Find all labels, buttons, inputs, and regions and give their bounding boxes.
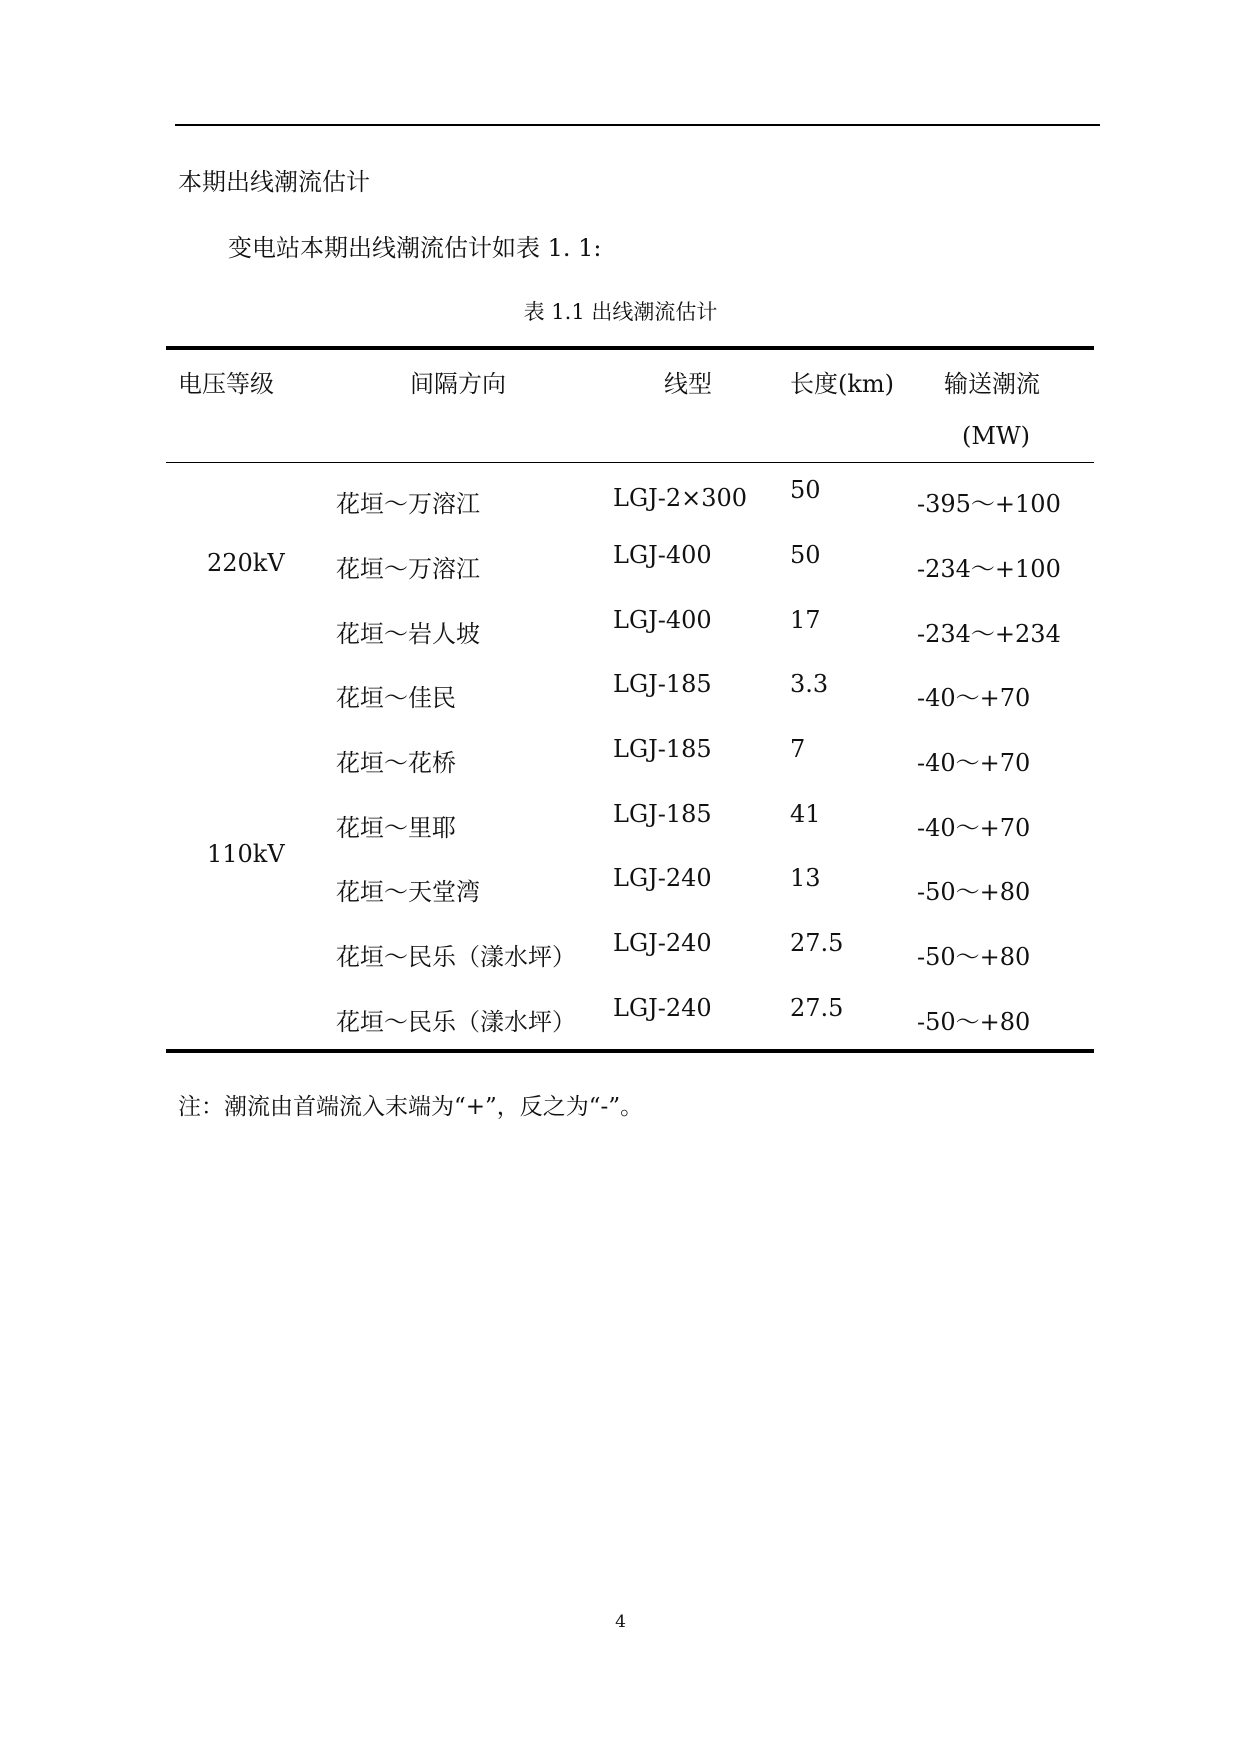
- table-row-6-line-type: LGJ-185: [613, 800, 712, 828]
- table-row-1-flow: -395～+100: [917, 490, 1061, 518]
- table-row-2-flow: -234～+100: [917, 555, 1061, 583]
- voltage-group-220kv: 220kV: [207, 549, 285, 577]
- intro-paragraph: 变电站本期出线潮流估计如表 1. 1:: [228, 234, 602, 262]
- table-row-6-direction: 花垣～里耶: [336, 814, 456, 842]
- table-row-8-flow: -50～+80: [917, 943, 1031, 971]
- header-flow: 输送潮流: [944, 370, 1040, 398]
- table-row-3-line-type: LGJ-400: [613, 606, 712, 634]
- table-note: 注：潮流由首端流入末端为“+”，反之为“-”。: [178, 1094, 644, 1120]
- table-row-5-direction: 花垣～花桥: [336, 749, 456, 777]
- table-row-2-direction: 花垣～万溶江: [336, 555, 480, 583]
- table-row-4-flow: -40～+70: [917, 684, 1031, 712]
- header-voltage: 电压等级: [178, 370, 274, 398]
- table-row-7-flow: -50～+80: [917, 878, 1031, 906]
- table-row-3-flow: -234～+234: [917, 620, 1061, 648]
- table-row-2-length: 50: [790, 541, 821, 569]
- table-row-1-length: 50: [790, 476, 821, 504]
- header-flow-unit: (MW): [962, 422, 1030, 450]
- table-row-4-length: 3.3: [790, 670, 829, 698]
- voltage-group-110kv: 110kV: [207, 840, 285, 868]
- table-bottom-rule: [166, 1049, 1094, 1053]
- table-row-1-direction: 花垣～万溶江: [336, 490, 480, 518]
- table-row-5-line-type: LGJ-185: [613, 735, 712, 763]
- header-direction: 间隔方向: [410, 370, 506, 398]
- table-row-6-flow: -40～+70: [917, 814, 1031, 842]
- table-row-5-flow: -40～+70: [917, 749, 1031, 777]
- table-row-9-length: 27.5: [790, 994, 844, 1022]
- table-row-7-length: 13: [790, 864, 821, 892]
- table-top-rule: [166, 346, 1094, 350]
- header-length: 长度(km): [790, 370, 895, 398]
- table-row-6-length: 41: [790, 800, 821, 828]
- table-row-8-length: 27.5: [790, 929, 844, 957]
- table-row-2-line-type: LGJ-400: [613, 541, 712, 569]
- table-row-3-length: 17: [790, 606, 821, 634]
- section-heading: 本期出线潮流估计: [178, 168, 370, 196]
- table-row-3-direction: 花垣～岩人坡: [336, 620, 480, 648]
- table-row-1-line-type: LGJ-2×300: [613, 484, 748, 512]
- table-row-9-direction: 花垣～民乐（漾水坪）: [336, 1008, 576, 1036]
- table-header-rule: [166, 462, 1094, 463]
- table-row-7-direction: 花垣～天堂湾: [336, 878, 480, 906]
- table-row-8-direction: 花垣～民乐（漾水坪）: [336, 943, 576, 971]
- page-number: 4: [615, 1612, 626, 1632]
- table-row-4-line-type: LGJ-185: [613, 670, 712, 698]
- table-row-9-flow: -50～+80: [917, 1008, 1031, 1036]
- header-rule: [175, 124, 1100, 126]
- table-row-7-line-type: LGJ-240: [613, 864, 712, 892]
- table-row-4-direction: 花垣～佳民: [336, 684, 456, 712]
- table-row-9-line-type: LGJ-240: [613, 994, 712, 1022]
- table-row-5-length: 7: [790, 735, 806, 763]
- table-caption: 表 1.1 出线潮流估计: [523, 300, 718, 324]
- table-row-8-line-type: LGJ-240: [613, 929, 712, 957]
- header-line-type: 线型: [664, 370, 712, 398]
